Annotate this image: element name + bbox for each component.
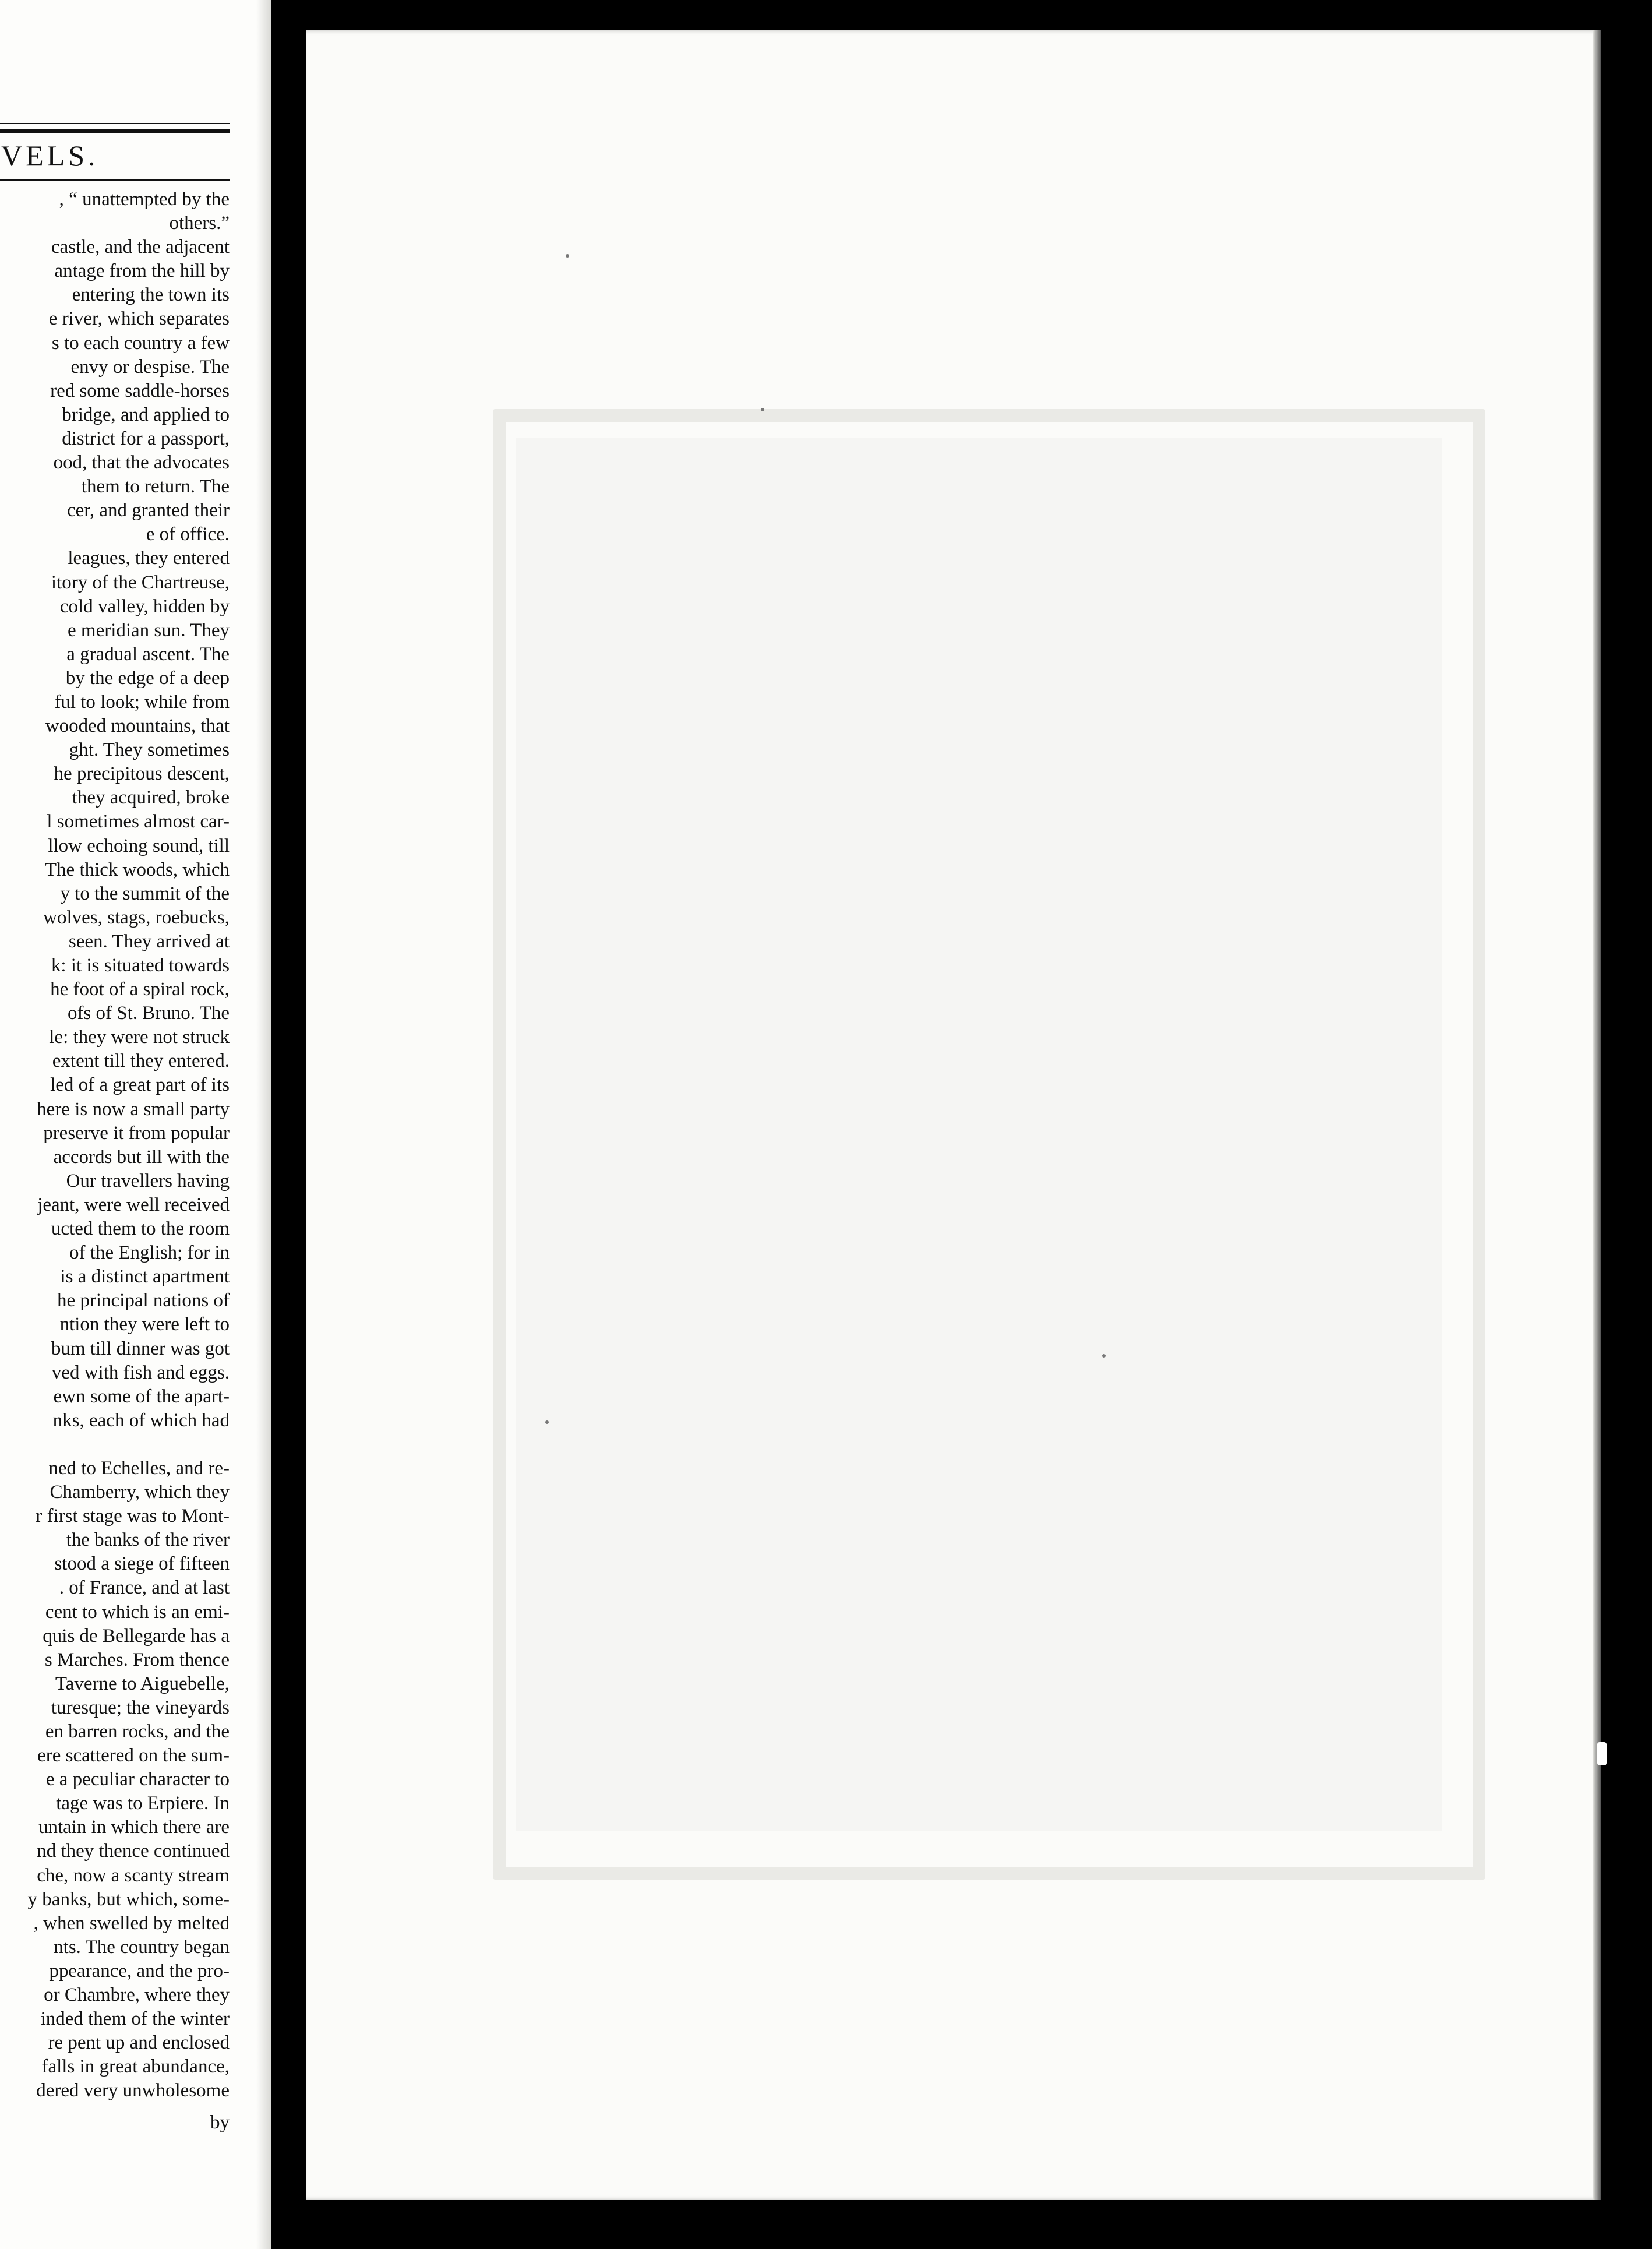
text-line: by the edge of a deep	[65, 667, 230, 689]
text-line: ved with fish and eggs.	[51, 1362, 230, 1383]
text-line: , “ unattempted by the	[59, 189, 230, 210]
text-line: leagues, they entered	[68, 548, 230, 569]
text-line: e meridian sun. They	[68, 619, 230, 641]
blank-plate-page	[306, 30, 1601, 2200]
text-line: ful to look; while from	[54, 691, 230, 713]
text-line: itory of the Chartreuse,	[51, 572, 230, 593]
text-line: re pent up and enclosed	[48, 2032, 230, 2054]
text-line: y to the summit of the	[60, 883, 230, 904]
speck	[1102, 1354, 1106, 1358]
text-line: Chamberry, which they	[50, 1482, 230, 1503]
text-line: Taverne to Aiguebelle,	[55, 1673, 230, 1694]
text-line: cent to which is an emi-	[45, 1601, 230, 1623]
text-line: inded them of the winter	[40, 2008, 230, 2030]
text-line: che, now a scanty stream	[37, 1864, 230, 1886]
text-line: turesque; the vineyards	[51, 1697, 230, 1718]
text-line: ood, that the advocates	[53, 452, 230, 474]
text-line: tage was to Erpiere. In	[56, 1793, 230, 1814]
text-line: . of France, and at last	[59, 1577, 230, 1599]
running-head-rule	[0, 179, 230, 181]
text-line: he foot of a spiral rock,	[50, 979, 230, 1000]
text-line: them to return. The	[81, 476, 230, 498]
text-line	[0, 1433, 230, 1457]
speck	[545, 1420, 549, 1424]
text-line: accords but ill with the	[53, 1146, 230, 1168]
text-line: e a peculiar character to	[45, 1769, 230, 1790]
text-line: r first stage was to Mont-	[36, 1506, 230, 1527]
text-line: y banks, but which, some-	[27, 1888, 230, 1910]
speck	[761, 408, 764, 411]
text-line: led of a great part of its	[50, 1074, 230, 1096]
text-line: The thick woods, which	[44, 859, 230, 880]
running-head: VELS.	[1, 139, 99, 172]
text-line: nd they thence continued	[37, 1841, 230, 1862]
catchword: by	[210, 2112, 230, 2133]
text-line: ppearance, and the pro-	[49, 1960, 230, 1982]
text-line: castle, and the adjacent	[51, 237, 230, 258]
text-line: antage from the hill by	[54, 260, 230, 282]
text-line: le: they were not struck	[49, 1027, 230, 1048]
text-line: s to each country a few	[51, 332, 230, 354]
text-line: en barren rocks, and the	[45, 1721, 230, 1742]
text-line: district for a passport,	[62, 428, 230, 449]
text-line: falls in great abundance,	[41, 2056, 230, 2078]
text-line: dered very unwholesome	[36, 2080, 230, 2102]
left-text-page	[0, 0, 271, 2249]
text-line: stood a siege of fifteen	[54, 1553, 230, 1575]
text-line: others.”	[169, 213, 230, 234]
text-line: ght. They sometimes	[69, 739, 230, 761]
text-line: ewn some of the apart-	[53, 1386, 230, 1407]
text-line: he principal nations of	[57, 1290, 230, 1312]
text-line: here is now a small party	[37, 1098, 230, 1120]
text-line: jeant, were well received	[37, 1194, 230, 1215]
text-line: wooded mountains, that	[45, 715, 230, 737]
right-page-edge	[1593, 30, 1601, 2200]
text-line: extent till they entered.	[52, 1051, 230, 1072]
text-line: k: it is situated towards	[51, 955, 230, 976]
text-line: ofs of St. Bruno. The	[67, 1003, 230, 1024]
edge-notch	[1597, 1742, 1607, 1765]
text-line: of the English; for in	[69, 1242, 230, 1264]
text-line: ere scattered on the sum-	[37, 1745, 230, 1767]
header-rule	[0, 129, 230, 133]
text-line: Our travellers having	[66, 1170, 230, 1192]
body-text-column	[0, 188, 230, 2103]
gutter	[271, 0, 306, 2249]
text-line: nts. The country began	[54, 1936, 230, 1958]
text-line: preserve it from popular	[43, 1122, 230, 1144]
text-line: or Chambre, where they	[44, 1984, 230, 2006]
text-line: wolves, stags, roebucks,	[43, 907, 230, 928]
plate-mark-border	[493, 409, 1485, 1880]
text-line: entering the town its	[72, 284, 230, 306]
text-line: quis de Bellegarde has a	[43, 1625, 230, 1647]
text-line: nks, each of which had	[52, 1409, 230, 1431]
text-line: is a distinct apartment	[60, 1266, 230, 1288]
text-line: seen. They arrived at	[68, 930, 230, 952]
page-edge-shadow	[256, 0, 271, 2249]
text-line: ucted them to the room	[51, 1218, 230, 1240]
text-line: bum till dinner was got	[51, 1338, 230, 1359]
text-line: , when swelled by melted	[33, 1912, 230, 1934]
text-line: ntion they were left to	[59, 1314, 230, 1335]
header-rule-thin	[0, 123, 230, 124]
text-line: they acquired, broke	[72, 787, 230, 809]
text-line: a gradual ascent. The	[66, 643, 230, 665]
text-line: cer, and granted their	[66, 500, 230, 521]
text-line: untain in which there are	[38, 1817, 230, 1838]
text-line: he precipitous descent,	[54, 763, 230, 785]
text-line: ned to Echelles, and re-	[48, 1457, 230, 1479]
speck	[566, 254, 569, 258]
text-line: llow echoing sound, till	[48, 835, 230, 856]
text-line: red some saddle-horses	[50, 380, 230, 401]
text-line: the banks of the river	[66, 1529, 230, 1551]
text-line: cold valley, hidden by	[59, 595, 230, 617]
text-line: e river, which separates	[48, 308, 230, 330]
text-line: bridge, and applied to	[62, 404, 230, 425]
text-line: e of office.	[146, 524, 230, 545]
text-line: envy or despise. The	[70, 356, 230, 378]
text-line: l sometimes almost car-	[47, 811, 230, 833]
text-line: s Marches. From thence	[44, 1649, 230, 1670]
